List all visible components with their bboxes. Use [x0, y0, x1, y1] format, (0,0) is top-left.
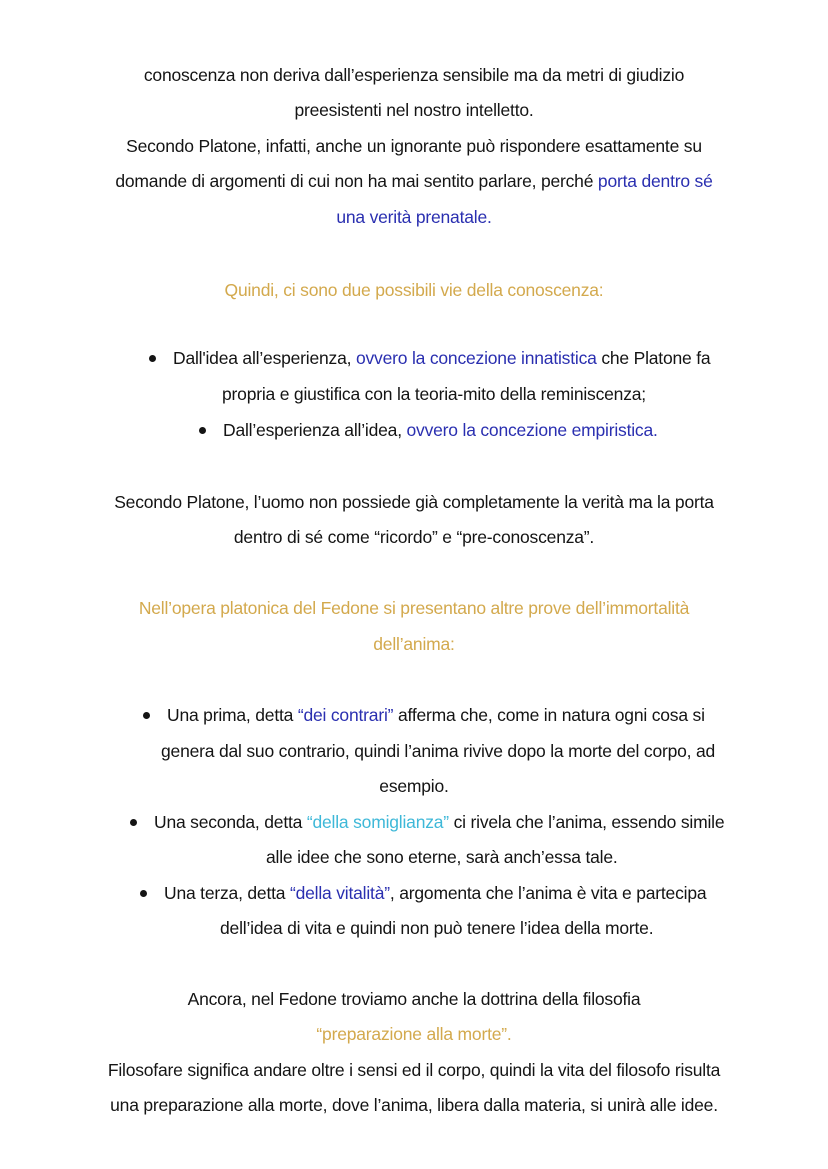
list-item-highlight: “della somiglianza” [306, 812, 449, 832]
list-item-continuation: genera dal suo contrario, quindi l’anima rivive dopo la morte del corpo, ad [161, 741, 716, 761]
list-item-text: Una prima, detta [167, 705, 298, 725]
list-item-contrari [167, 698, 705, 734]
closing-line-4: una preparazione alla morte, dove l’anima, libera dalla materia, si unirà alle idee. [110, 1095, 718, 1115]
intro-highlight-1: porta dentro sé [597, 171, 713, 191]
list-item-text: Una seconda, detta [154, 812, 307, 832]
list-item-empiristica [223, 413, 658, 449]
para2-line-2: dentro di sé come “ricordo” e “pre-conoscenza”. [233, 527, 595, 547]
closing-line-1: Ancora, nel Fedone troviamo anche la dottrina della filosofia [187, 989, 641, 1009]
list-item-text: , argomenta che l’anima è vita e partecipa [389, 883, 707, 903]
list-item-highlight: “della vitalità” [289, 883, 390, 903]
list-item-continuation: alle idee che sono eterne, sarà anch’essa tale. [266, 847, 618, 867]
list-item-innatistica [173, 341, 710, 377]
bullet-dot [140, 890, 147, 897]
bullet-dot [143, 712, 150, 719]
para2-line-1: Secondo Platone, l’uomo non possiede già completamente la verità ma la porta [114, 492, 714, 512]
bullet-dot [149, 355, 156, 362]
list-item-text: afferma che, come in natura ogni cosa si [393, 705, 705, 725]
heading-vie-conoscenza: Quindi, ci sono due possibili vie della conoscenza: [224, 280, 604, 300]
list-item-text: che Platone fa [596, 348, 711, 368]
list-item-somiglianza [154, 805, 724, 841]
list-item-text: ci rivela che l’anima, essendo simile [448, 812, 725, 832]
list-item-continuation: propria e giustifica con la teoria-mito della reminiscenza; [222, 384, 646, 404]
intro-line-2: preesistenti nel nostro intelletto. [294, 100, 534, 120]
bullet-dot [130, 819, 137, 826]
list-item-vitalita [164, 876, 706, 912]
heading-fedone-line-1: Nell’opera platonica del Fedone si presentano altre prove dell’immortalità [138, 598, 690, 618]
list-item-highlight: “dei contrari” [297, 705, 394, 725]
list-item-highlight: ovvero la concezione empiristica [406, 420, 654, 440]
intro-line-1: conoscenza non deriva dall’esperienza sensibile ma da metri di giudizio [143, 65, 685, 85]
intro-highlight-2: una verità prenatale. [336, 207, 492, 227]
list-item-text: Dall’esperienza all’idea, [223, 420, 407, 440]
bullet-dot [199, 427, 206, 434]
list-item-text: . [653, 420, 658, 440]
list-item-continuation: esempio. [379, 776, 449, 796]
intro-line-3: Secondo Platone, infatti, anche un ignorante può rispondere esattamente su [126, 136, 702, 156]
intro-line-4-text: domande di argomenti di cui non ha mai sentito parlare, perché [115, 171, 598, 191]
list-item-highlight: ovvero la concezione innatistica [355, 348, 597, 368]
list-item-text: Una terza, detta [164, 883, 290, 903]
closing-highlight: “preparazione alla morte”. [316, 1024, 512, 1044]
heading-fedone-line-2: dell’anima: [373, 634, 455, 654]
intro-line-4 [0, 164, 828, 200]
closing-line-3: Filosofare significa andare oltre i sensi ed il corpo, quindi la vita del filosofo risulta [107, 1060, 721, 1080]
list-item-continuation: dell’idea di vita e quindi non può tenere l’idea della morte. [220, 918, 654, 938]
list-item-text: Dall'idea all’esperienza, [173, 348, 356, 368]
